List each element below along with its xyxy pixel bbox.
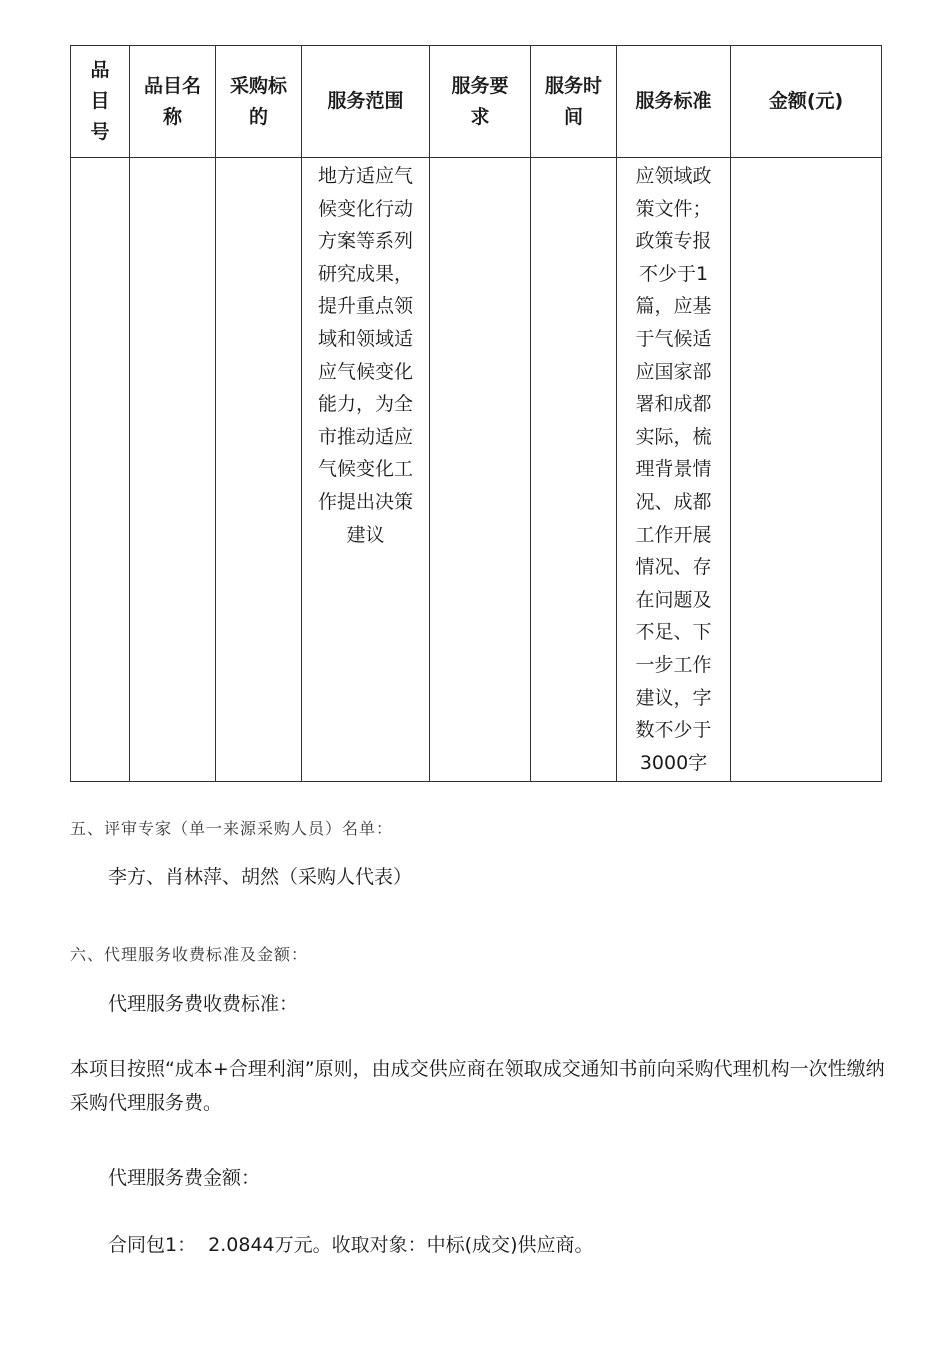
- procurement-table: [70, 45, 882, 782]
- fee-amount-text: 合同包1： 2.0844万元。收取对象：中标(成交)供应商。: [108, 1234, 594, 1256]
- cell-requirement: [430, 158, 531, 782]
- section6-title: 六、代理服务收费标准及金额：: [70, 945, 309, 964]
- header-requirement: 服务要求: [430, 46, 531, 158]
- table-header-row: [71, 46, 882, 158]
- header-scope: 服务范围: [302, 46, 430, 158]
- section5-title: 五、评审专家（单一来源采购人员）名单：: [70, 819, 394, 838]
- cell-amount: [731, 158, 882, 782]
- table-row: [71, 158, 882, 782]
- fee-standard-label: 代理服务费收费标准：: [108, 993, 299, 1015]
- fee-amount-label: 代理服务费金额：: [108, 1167, 261, 1189]
- cell-item-name: [130, 158, 216, 782]
- header-item-no: 品目号: [71, 46, 130, 158]
- header-item-name: 品目名称: [130, 46, 216, 158]
- cell-item-no: [71, 158, 130, 782]
- header-standard: 服务标准: [617, 46, 731, 158]
- cell-standard: 应领域政策文件；政策专报不少于1篇，应基于气候适应国家部署和成都实际，梳理背景情况、成都工作开展情况、存在问题及不足、下一步工作建议，字数不少于3000字: [617, 158, 731, 782]
- header-target: 采购标的: [216, 46, 302, 158]
- cell-time: [531, 158, 617, 782]
- header-amount: 金额(元): [731, 46, 882, 158]
- fee-standard-text: 本项目按照“成本+合理利润”原则，由成交供应商在领取成交通知书前向采购代理机构一次性缴纳采购代理服务费。: [70, 1058, 885, 1114]
- header-time: 服务时间: [531, 46, 617, 158]
- expert-names: 李方、肖林萍、胡然（采购人代表）: [108, 866, 413, 888]
- cell-scope: 地方适应气候变化行动方案等系列研究成果，提升重点领域和领域适应气候变化能力，为全市推动适应气候变化工作提出决策建议: [302, 158, 430, 782]
- cell-target: [216, 158, 302, 782]
